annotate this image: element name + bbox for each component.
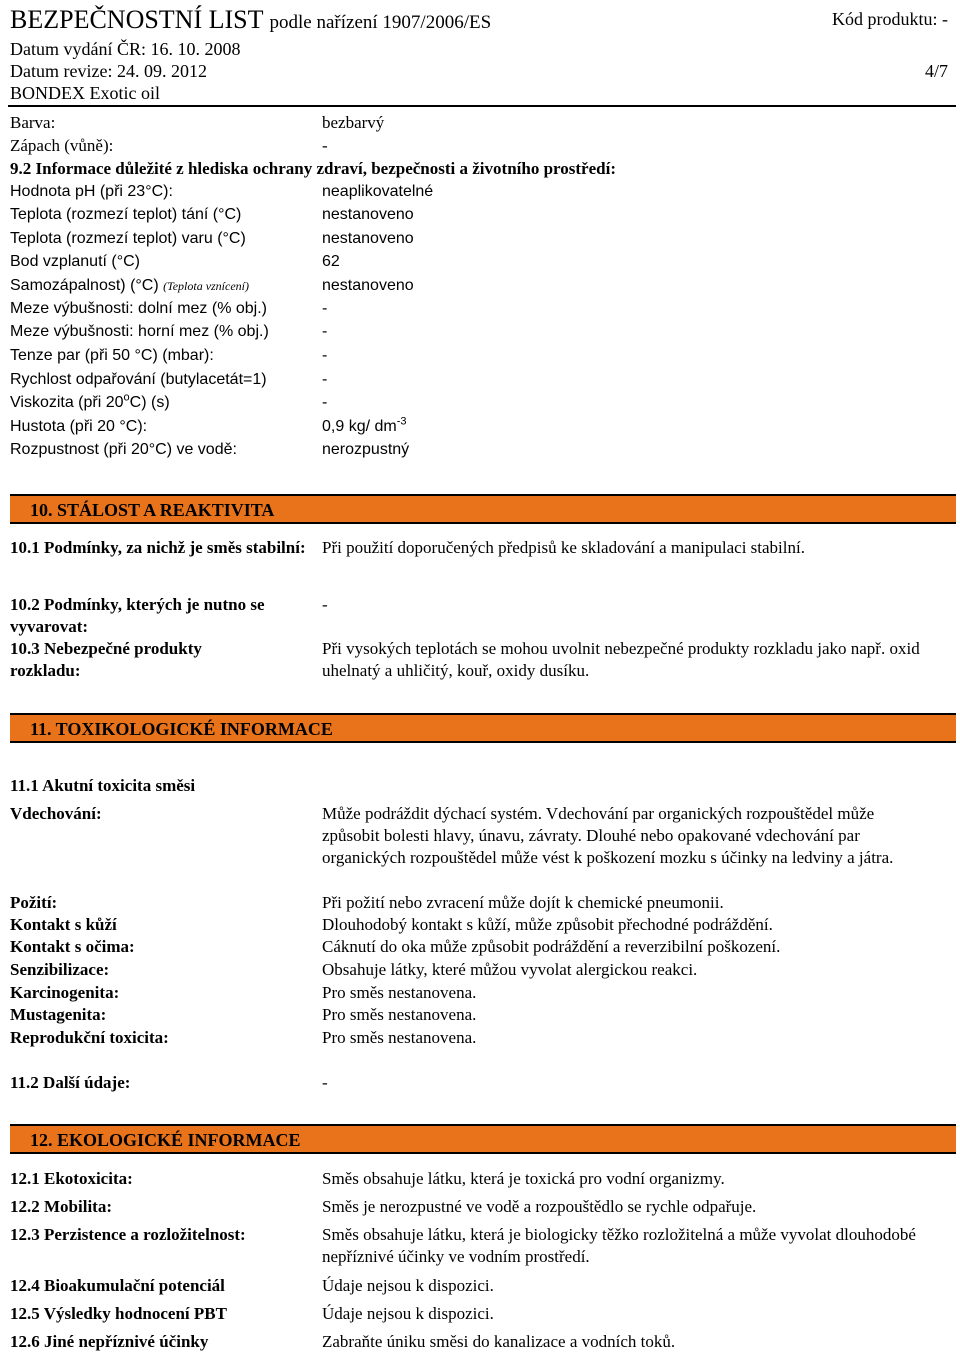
prop-label-autoignition (10, 275, 249, 297)
s12-1-value: Směs obsahuje látku, která je toxická pro vodní organizmy. (322, 1169, 725, 1188)
autoignition-label-text: Samozápalnost) (°C) (10, 277, 159, 294)
s10-2-value: - (322, 595, 328, 614)
odor-label: Zápach (vůně): (10, 136, 114, 155)
s12-3-label: 12.3 Perzistence a rozložitelnost: (10, 1225, 246, 1244)
s11-mutagenicity-value: Pro směs nestanovena. (322, 1005, 477, 1024)
prop-label-lel: Meze výbušnosti: dolní mez (% obj.) (10, 300, 267, 317)
prop-value-melting: nestanoveno (322, 206, 414, 223)
color-value: bezbarvý (322, 113, 385, 132)
prop-value-solubility: nerozpustný (322, 441, 410, 458)
s12-5-label: 12.5 Výsledky hodnocení PBT (10, 1304, 227, 1323)
s10-3-label: 10.3 Nebezpečné produkty rozkladu: (10, 639, 202, 680)
title-text: BEZPEČNOSTNÍ LIST (10, 5, 264, 34)
s11-reproductive-value: Pro směs nestanovena. (322, 1028, 477, 1047)
prop-value-ph: neaplikovatelné (322, 183, 434, 200)
prop-value-autoignition: nestanoveno (322, 277, 414, 294)
s12-2-value: Směs je nerozpustné ve vodě a rozpouštědlo se rychle odpařuje. (322, 1197, 757, 1216)
prop-value-uel: - (322, 323, 328, 340)
prop-label-uel: Meze výbušnosti: horní mez (% obj.) (10, 323, 269, 340)
s11-carcinogenicity-label: Karcinogenita: (10, 983, 120, 1002)
s11-inhalation-label: Vdechování: (10, 804, 102, 823)
prop-label-flash: Bod vzplanutí (°C) (10, 253, 141, 270)
s12-4-value: Údaje nejsou k dispozici. (322, 1276, 494, 1295)
section-10-title: 10. STÁLOST A REAKTIVITA (30, 500, 275, 520)
prop-label-ph: Hodnota pH (při 23°C): (10, 183, 173, 200)
product-code: Kód produktu: - (832, 9, 948, 29)
odor-value: - (322, 136, 328, 155)
prop-value-viscosity: - (322, 394, 328, 411)
s11-1-heading: 11.1 Akutní toxicita směsi (10, 776, 196, 795)
s12-2-label: 12.2 Mobilita: (10, 1197, 112, 1216)
density-value-text: 0,9 kg/ dm (322, 418, 397, 435)
section-10-bar (10, 494, 956, 524)
s11-sensitization-label: Senzibilizace: (10, 960, 110, 979)
s11-ingestion-label: Požití: (10, 893, 58, 912)
product-name: BONDEX Exotic oil (10, 83, 160, 103)
prop-label-vapor: Tenze par (při 50 °C) (mbar): (10, 347, 214, 364)
issue-date: Datum vydání ČR: 16. 10. 2008 (10, 39, 241, 59)
s10-1-value: Při použití doporučených předpisů ke skladování a manipulaci stabilní. (322, 538, 805, 557)
section-11-title: 11. TOXIKOLOGICKÉ INFORMACE (30, 719, 333, 739)
viscosity-label-sup: o (123, 391, 130, 404)
s11-eye-label: Kontakt s očima: (10, 937, 135, 956)
regulation-text: podle nařízení 1907/2006/ES (269, 12, 492, 33)
density-value-sup: -3 (396, 415, 407, 428)
prop-label-viscosity (10, 392, 170, 414)
prop-value-flash: 62 (322, 253, 340, 270)
viscosity-label-pre: Viskozita (při 20 (10, 394, 124, 411)
section-12-bar (10, 1124, 956, 1154)
prop-label-density: Hustota (při 20 °C): (10, 418, 148, 435)
s11-skin-label: Kontakt s kůží (10, 915, 117, 934)
prop-label-evap: Rychlost odpařování (butylacetát=1) (10, 371, 267, 388)
prop-label-boiling: Teplota (rozmezí teplot) varu (°C) (10, 230, 246, 247)
prop-value-evap: - (322, 371, 328, 388)
s12-6-value: Zabraňte úniku směsi do kanalizace a vodních toků. (322, 1332, 676, 1351)
prop-label-melting: Teplota (rozmezí teplot) tání (°C) (10, 206, 242, 223)
s11-carcinogenicity-value: Pro směs nestanovena. (322, 983, 477, 1002)
revision-date: Datum revize: 24. 09. 2012 (10, 61, 207, 81)
document-title (10, 4, 491, 39)
s11-skin-value: Dlouhodobý kontakt s kůží, může způsobit přechodné podráždění. (322, 915, 773, 934)
section-9-2-heading-text: 9.2 Informace důležité z hlediska ochrany zdraví, bezpečnosti a životního prostředí: (10, 159, 616, 178)
s10-1-label: 10.1 Podmínky, za nichž je směs stabilní: (10, 538, 306, 557)
s11-2-label: 11.2 Další údaje: (10, 1073, 131, 1092)
s11-sensitization-value: Obsahuje látky, které můžou vyvolat alergickou reakci. (322, 960, 698, 979)
s12-5-value: Údaje nejsou k dispozici. (322, 1304, 494, 1323)
prop-value-boiling: nestanoveno (322, 230, 414, 247)
s11-mutagenicity-label: Mustagenita: (10, 1005, 107, 1024)
s12-1-label: 12.1 Ekotoxicita: (10, 1169, 133, 1188)
s11-reproductive-label: Reprodukční toxicita: (10, 1028, 169, 1047)
section-11-bar (10, 713, 956, 743)
section-9-2-heading (10, 158, 616, 180)
prop-value-vapor: - (322, 347, 328, 364)
header-divider (8, 105, 956, 107)
s10-3-value: Při vysokých teplotách se mohou uvolnit nebezpečné produkty rozkladu jako např. oxid uhelnatý a uhličitý, kouř, oxidy dusíku. (322, 639, 920, 680)
prop-label-solubility: Rozpustnost (při 20°C) ve vodě: (10, 441, 237, 458)
s11-ingestion-value: Při požití nebo zvracení může dojít k chemické pneumonii. (322, 893, 724, 912)
s10-2-label: 10.2 Podmínky, kterých je nutno se vyvarovat: (10, 595, 265, 636)
page-number: 4/7 (924, 61, 948, 81)
s11-inhalation-value: Může podráždit dýchací systém. Vdechování par organických rozpouštědel může způsobit bolesti hlavy, únavu, závraty. Dlouhé nebo opakované vdechování par organických rozpouštědel může vést k poškození mozku s účinky na ledviny a játra. (322, 804, 894, 867)
s12-4-label: 12.4 Bioakumulační potenciál (10, 1276, 225, 1295)
s12-3-value: Směs obsahuje látku, která je biologicky těžko rozložitelná a může vyvolat dlouhodobé nepříznivé účinky ve vodním prostředí. (322, 1225, 916, 1266)
s11-eye-value: Cáknutí do oka může způsobit podráždění a reverzibilní poškození. (322, 937, 781, 956)
autoignition-note: (Teplota vznícení) (163, 279, 249, 293)
color-label: Barva: (10, 113, 56, 132)
s11-2-value: - (322, 1073, 328, 1092)
viscosity-label-post: C) (s) (129, 394, 170, 411)
prop-value-lel: - (322, 300, 328, 317)
s12-6-label: 12.6 Jiné nepříznivé účinky (10, 1332, 209, 1351)
prop-value-density (322, 416, 406, 438)
section-12-title: 12. EKOLOGICKÉ INFORMACE (30, 1130, 301, 1150)
